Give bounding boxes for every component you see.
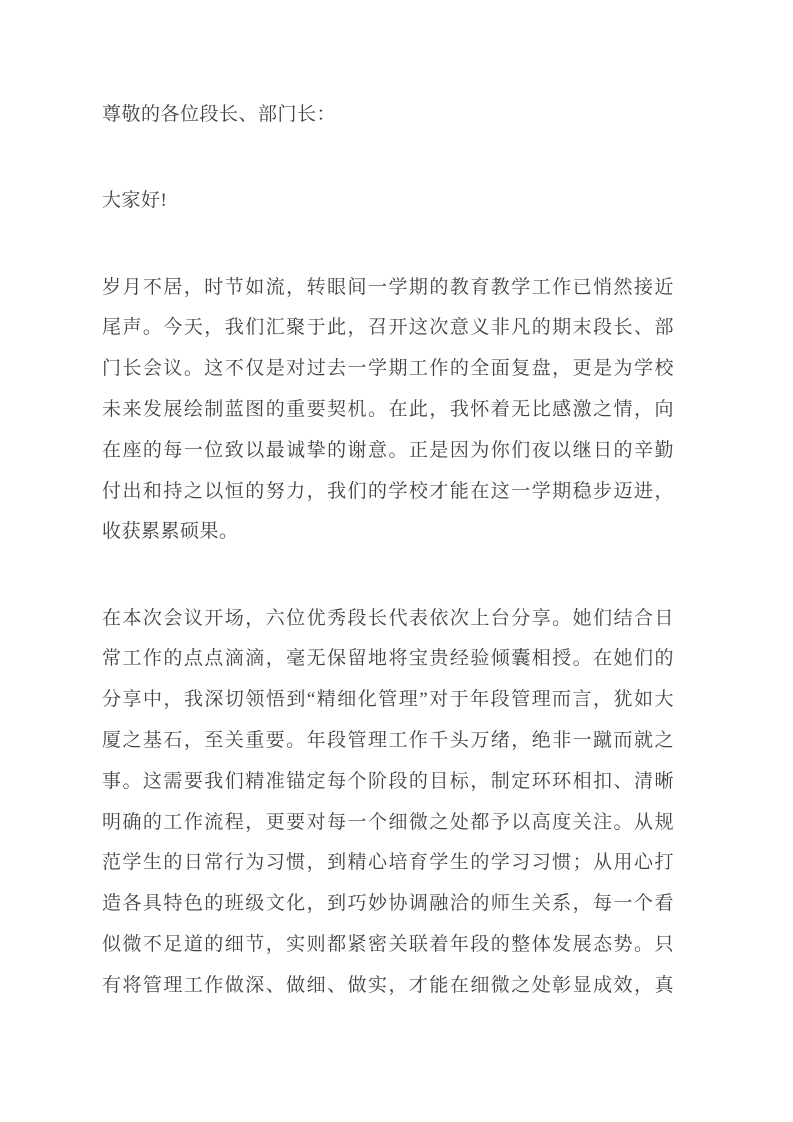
text-line: 在本次会议开场，六位优秀段长代表依次上台分享。她们结合日 [102,607,674,629]
paragraph-body-sharing [102,599,674,1007]
paragraph-opening [102,268,674,554]
text-line: 大家好! [102,190,168,212]
text-line: 付出和持之以恒的努力，我们的学校才能在这一学期稳步迈进， [102,480,674,502]
text-line: 厦之基石，至关重要。年段管理工作千头万绪，绝非一蹴而就之 [102,730,674,752]
text-line: 岁月不居，时节如流，转眼间一学期的教育教学工作已悄然接近 [102,276,674,298]
text-line: 未来发展绘制蓝图的重要契机。在此，我怀着无比感激之情，向 [102,398,674,420]
text-line: 事。这需要我们精准锚定每个阶段的目标，制定环环相扣、清晰 [102,770,674,792]
paragraph-salutation [102,95,674,136]
text-line: 分享中，我深切领悟到“精细化管理”对于年段管理而言，犹如大 [102,689,674,711]
text-line: 似微不足道的细节，实则都紧密关联着年段的整体发展态势。只 [102,934,674,956]
text-line: 有将管理工作做深、做细、做实，才能在细微之处彰显成效，真 [102,974,674,996]
text-line: 常工作的点点滴滴，毫无保留地将宝贵经验倾囊相授。在她们的 [102,648,674,670]
text-line: 收获累累硕果。 [102,521,239,543]
text-line: 范学生的日常行为习惯，到精心培育学生的学习习惯；从用心打 [102,852,674,874]
text-line: 门长会议。这不仅是对过去一学期工作的全面复盘，更是为学校 [102,358,674,380]
paragraph-greeting [102,181,674,222]
text-line: 造各具特色的班级文化，到巧妙协调融洽的师生关系，每一个看 [102,893,674,915]
text-line: 尊敬的各位段长、部门长： [102,104,337,125]
text-line: 在座的每一位致以最诚挚的谢意。正是因为你们夜以继日的辛勤 [102,439,674,461]
text-line: 尾声。今天，我们汇聚于此，召开这次意义非凡的期末段长、部 [102,317,674,339]
text-line: 明确的工作流程，更要对每一个细微之处都予以高度关注。从规 [102,811,674,833]
